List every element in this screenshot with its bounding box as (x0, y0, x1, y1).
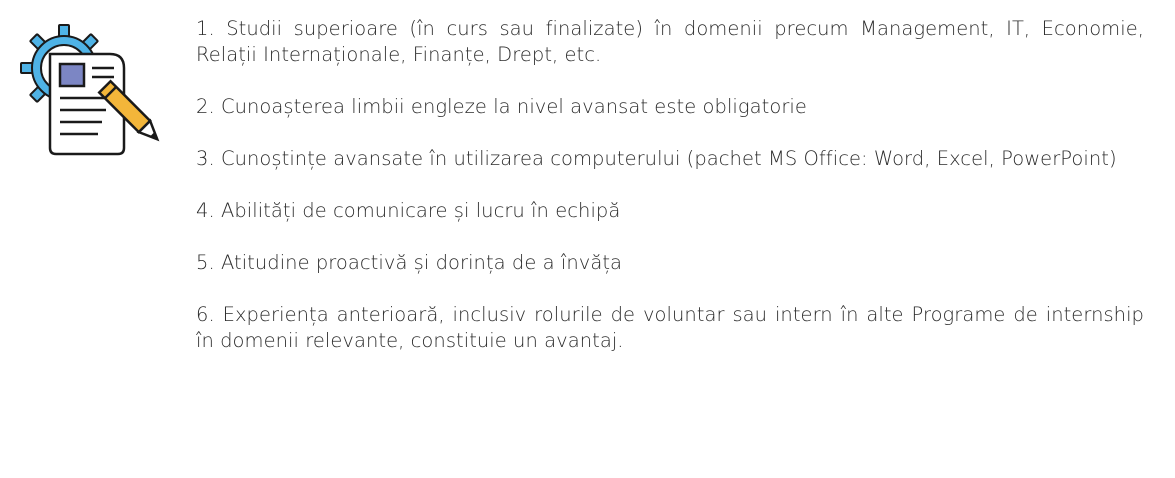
requirement-item-1: 1. Studii superioare (în curs sau finalizate) în domenii precum Management, IT, Economie, Relații Internaționale, Finanțe, Drept, etc. (196, 17, 1144, 66)
requirements-list (196, 16, 1144, 354)
requirement-item-4: 4. Abilități de comunicare și lucru în echipă (196, 199, 621, 222)
requirement-item-2: 2. Cunoașterea limbii engleze la nivel avansat este obligatorie (196, 95, 807, 118)
document-settings-pencil-icon-graphic (20, 22, 170, 162)
requirement-item-6: 6. Experiența anterioară, inclusiv rolurile de voluntar sau intern în alte Programe de internship în domenii relevante, constituie un avantaj. (196, 303, 1144, 352)
requirement-item-5: 5. Atitudine proactivă și dorința de a învăța (196, 251, 623, 274)
requirement-item-3: 3. Cunoștințe avansate în utilizarea computerului (pachet MS Office: Word, Excel, PowerPoint) (196, 147, 1117, 170)
document-settings-pencil-icon (20, 22, 170, 162)
